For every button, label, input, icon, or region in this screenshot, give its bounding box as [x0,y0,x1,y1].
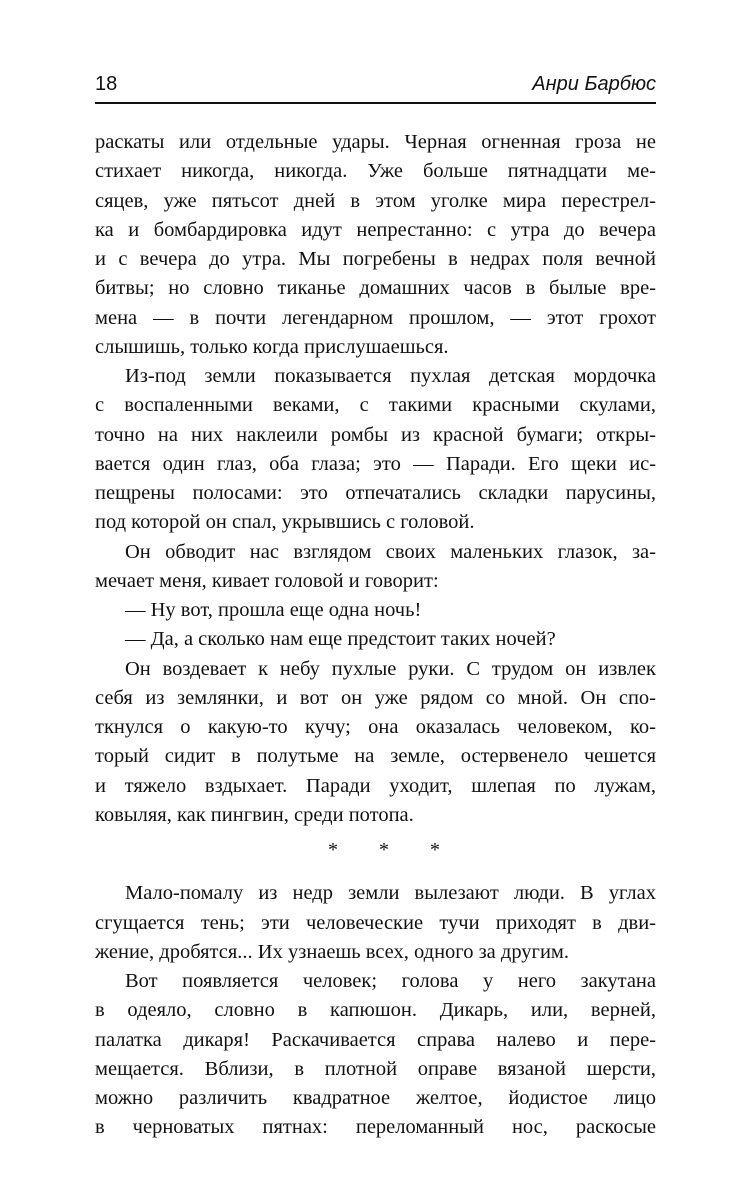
paragraph [95,655,656,831]
page-number: 18 [95,73,118,95]
text-line: битвы; но словно тиканье домашних часов в былые вре- [95,277,656,300]
dialogue-line [95,596,656,625]
text-line: Он воздевает к небу пухлые руки. С трудом он извлек [125,657,656,680]
text-line: — Ну вот, прошла еще одна ночь! [125,599,422,621]
text-line: под которой он спал, укрывшись с головой. [95,511,475,534]
text-line: стихает никогда, никогда. Уже больше пятнадцати ме- [95,160,656,183]
text-line: вается один глаз, оба глаза; это — Паради. Его щеки ис- [95,452,656,475]
text-line: ка и бомбардировка идут непрестанно: с утра до вечера [95,218,656,241]
text-line: Из-под земли показывается пухлая детская мордочка [125,365,656,387]
text-line: Мало-помалу из недр земли вылезают люди. В углах [125,882,656,905]
paragraph [95,128,656,362]
paragraph [95,538,656,597]
body-text [95,128,656,1143]
text-line: пещрены полосами: это отпечатались складки парусины, [95,482,656,504]
text-line: ковыляя, как пингвин, среди потопа. [95,803,414,826]
text-line: торый сидит в полутьме на земле, остервенело чешется [95,745,656,768]
text-line: Он обводит нас взглядом своих маленьких глазок, за- [125,540,656,563]
running-head-author: Анри Барбюс [532,73,656,95]
text-line: можно различить квадратное желтое, йодистое лицо [95,1087,656,1109]
text-line: Вот появляется человек; голова у него закутана [125,970,656,992]
page-header [95,68,656,98]
text-line: ткнулся о какую-то кучу; она оказалась человеком, ко- [95,716,656,738]
text-line: палатка дикаря! Раскачивается справа налево и пере- [95,1028,656,1051]
text-line: точно на них наклеили ромбы из красной бумаги; откры- [95,423,656,446]
text-line: с воспаленными веками, с такими красными скулами, [95,394,656,417]
text-line: — Да, а сколько нам еще предстоит таких ночей? [125,628,556,651]
text-line: мена — в почти легендарном прошлом, — этот грохот [95,306,656,329]
text-line: мечает меня, кивает головой и говорит: [95,569,439,592]
text-line: и тяжело вздыхает. Паради уходит, шлепая по лужам, [95,774,656,797]
text-line: себя из землянки, и вот он уже рядом со мной. Он спо- [95,686,656,709]
header-rule [95,102,656,104]
text-line: в одеяло, словно в капюшон. Дикарь, или, верней, [95,999,656,1022]
paragraph [95,362,656,538]
paragraph [95,879,656,967]
text-line: раскаты или отдельные удары. Черная огненная гроза не [95,131,656,153]
text-line: в черноватых пятнах: переломанный нос, раскосые [95,1116,656,1139]
text-line: сяцев, уже пятьсот дней в этом уголке мира перестрел- [95,189,656,212]
text-line: слышишь, только когда прислушаешься. [95,335,449,358]
text-line: и с вечера до утра. Мы погребены в недрах поля вечной [95,248,656,270]
text-line: жение, дробятся... Их узнаешь всех, одного за другим. [95,940,570,963]
text-line: сгущается тень; эти человеческие тучи приходят в дви- [95,911,656,934]
dialogue-line [95,625,656,654]
text-line: мещается. Вблизи, в плотной оправе вязаной шерсти, [95,1057,656,1080]
paragraph [95,967,656,1143]
section-separator: * * * [328,839,458,861]
